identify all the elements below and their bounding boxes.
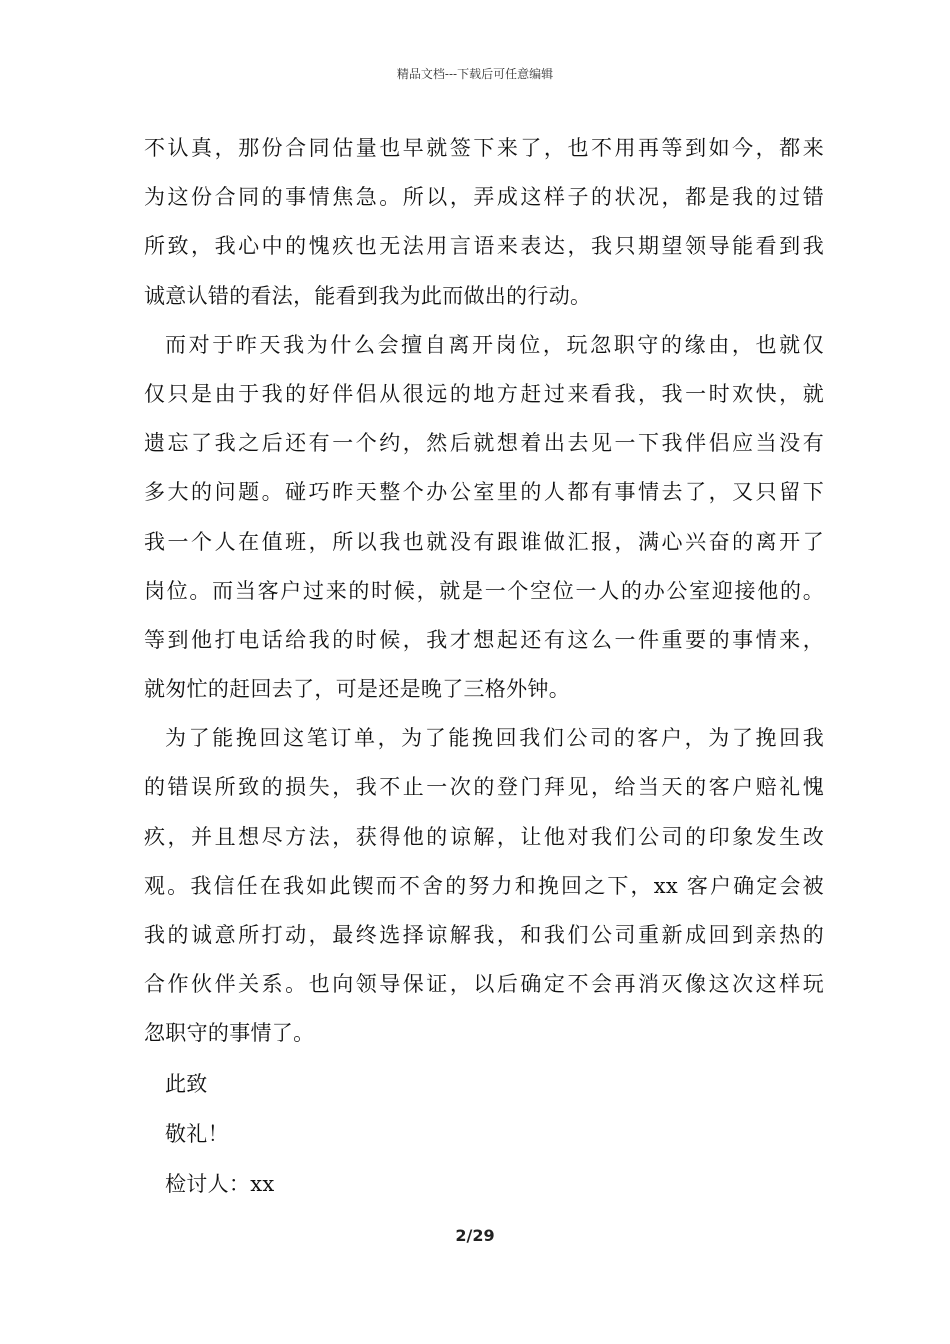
text-line: 遗忘了我之后还有一个约，然后就想着出去见一下我伴侣应当没有 [144, 431, 824, 456]
page-separator: / [466, 1226, 473, 1245]
salutation: 此致 [165, 1071, 208, 1096]
text-line: 不认真，那份合同估量也早就签下来了，也不用再等到如今，都来 [144, 136, 824, 160]
text-line: 疚，并且想尽方法，获得他的谅解，让他对我们公司的印象发生改 [144, 824, 824, 849]
page-total: 29 [472, 1226, 495, 1245]
page-current: 2 [455, 1226, 467, 1245]
page-number [0, 1224, 950, 1248]
text-line: 我一个人在值班，所以我也就没有跟谁做汇报，满心兴奋的离开了 [144, 529, 824, 554]
text-line: 仅只是由于我的好伴侣从很远的地方赶过来看我，我一时欢快，就 [144, 381, 824, 406]
closing-block [144, 1059, 824, 1209]
paragraph-1 [144, 124, 824, 321]
text-line: 合作伙伴关系。也向领导保证，以后确定不会再消灭像这次这样玩 [144, 972, 824, 997]
text-line: 观。我信任在我如此锲而不舍的努力和挽回之下，xx 客户确定会被 [144, 873, 824, 898]
text-line: 我的诚意所打动，最终选择谅解我，和我们公司重新成回到亲热的 [144, 923, 824, 947]
paragraph-3 [144, 714, 824, 1058]
page-header [0, 64, 950, 84]
regards: 敬礼！ [165, 1121, 229, 1146]
paragraph-2 [144, 321, 824, 715]
text-line: 诚意认错的看法，能看到我为此而做出的行动。 [144, 283, 592, 308]
text-line: 为了能挽回这笔订单，为了能挽回我们公司的客户，为了挽回我 [165, 726, 824, 751]
text-line: 多大的问题。碰巧昨天整个办公室里的人都有事情去了，又只留下 [144, 480, 824, 505]
text-line: 就匆忙的赶回去了，可是还是晚了三格外钟。 [144, 677, 570, 702]
header-text: 精品文档---下载后可任意编辑 [396, 67, 554, 81]
text-line: 岗位。而当客户过来的时候，就是一个空位一人的办公室迎接他的。 [144, 578, 824, 603]
text-line: 为这份合同的事情焦急。所以，弄成这样子的状况，都是我的过错 [144, 185, 824, 210]
document-body [144, 124, 824, 1209]
text-line: 而对于昨天我为什么会擅自离开岗位，玩忽职守的缘由，也就仅 [165, 332, 824, 357]
text-line: 的错误所致的损失，我不止一次的登门拜见，给当天的客户赔礼愧 [144, 775, 824, 800]
text-line: 忽职守的事情了。 [144, 1021, 315, 1046]
signature: 检讨人：xx [165, 1171, 275, 1196]
text-line: 等到他打电话给我的时候，我才想起还有这么一件重要的事情来， [144, 627, 824, 652]
text-line: 所致，我心中的愧疚也无法用言语来表达，我只期望领导能看到我 [144, 234, 824, 259]
